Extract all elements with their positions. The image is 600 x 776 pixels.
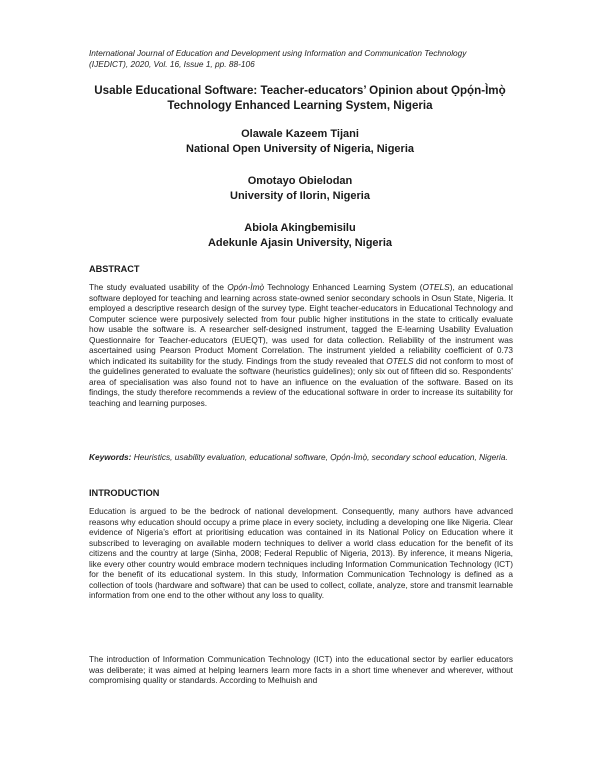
paper-title: [60, 83, 540, 113]
abstract-text-segment: ), an educational software deployed for teaching and learning across state-owned senior secondary schools in Osun State, Nigeria. It employed a descriptive research design of the survey type. Eight teacher-educators in Educational Technology and Computer science were purposively selected from four public higher institutions in the state to critically evaluate how usable the software is. A researcher self-designed instrument, tagged the E-learning Usability Evaluation Questionnaire for Teacher-educators (EUEQT), was used for data collection. Reliability of the instrument was ascertained using Pearson Product Moment Correlation. The instrument yielded a reliability coefficient of 0.73 which indicated its suitability for the study. Findings from the study revealed that: [89, 282, 513, 366]
abstract-text-segment: The study evaluated usability of the: [89, 282, 228, 292]
author-name: Olawale Kazeem Tijani: [241, 128, 359, 140]
abstract-text: [89, 282, 513, 408]
author-name: Omotayo Obielodan: [247, 175, 353, 187]
author-block-2: [60, 174, 540, 204]
abstract-term: OTELS: [386, 355, 414, 366]
keywords-list: Heuristics, usability evaluation, educational software, Ọpọ́n-Ìmọ̀, secondary school education, Nigeria.: [131, 452, 508, 462]
author-name: Abiola Akingbemisilu: [244, 222, 356, 234]
journal-citation: [89, 48, 519, 70]
abstract-heading: ABSTRACT: [89, 264, 140, 274]
author-affiliation: National Open University of Nigeria, Nigeria: [186, 143, 414, 155]
abstract-term: Ọpọ́n-Ìmọ̀: [227, 282, 265, 292]
paper-title-line-2: Technology Enhanced Learning System, Nigeria: [167, 99, 433, 112]
paper-title-line-1: Usable Educational Software: Teacher-educators’ Opinion about Ọpọ́n-Ìmọ̀: [94, 84, 506, 97]
introduction-heading: INTRODUCTION: [89, 488, 160, 498]
author-block-3: [60, 221, 540, 251]
abstract-text-segment: Technology Enhanced Learning System (: [264, 282, 423, 292]
author-block-1: [60, 127, 540, 157]
author-affiliation: University of Ilorin, Nigeria: [230, 190, 370, 202]
introduction-paragraph-1: Education is argued to be the bedrock of national development. Consequently, many authors have advanced reasons why education should occupy a prime place in every society, including a developing one like Nigeria. Clear evidence of Nigeria’s effort at prioritising education was contained in its National Policy on Education where it subscribed to leveraging on available modern techniques to deliver a world class education for the benefit of its citizens and the country at large (Sinha, 2008; Federal Republic of Nigeria, 2013). By inference, it means Nigeria, like every other country would embrace modern techniques including Information Communication Technology (ICT) for the benefit of its educational system. In this study, Information Communication Technology is defined as a collection of tools (hardware and software) that can be used to collect, collate, analyze, store and transmit learnable information from one end to the other without any loss to quality.: [89, 506, 513, 600]
introduction-paragraph-2: The introduction of Information Communication Technology (ICT) into the educational sector by earlier educators was deliberate; it was aimed at helping learners learn more facts in a short time whenever and wherever, without compromising quality or standards. According to Melhuish and: [89, 654, 513, 685]
abstract-term: OTELS: [422, 282, 450, 292]
keywords: [89, 452, 513, 463]
journal-name: International Journal of Education and Development using Information and Communication Technology: [89, 48, 467, 58]
author-affiliation: Adekunle Ajasin University, Nigeria: [207, 237, 392, 249]
journal-volume-info: (IJEDICT), 2020, Vol. 16, Issue 1, pp. 88-106: [89, 59, 255, 69]
keywords-label: Keywords:: [89, 452, 132, 462]
abstract-text-segment: did not conform to most of the guidelines generated to evaluate the software (heuristics guidelines); only six out of fifteen did so. Respondents’ area of specialisation was also found not to have an influence on the evaluation of the software. Based on its findings, the study therefore recommends a review of the educational software in order to increase its suitability for teaching and learning purposes.: [89, 355, 513, 408]
